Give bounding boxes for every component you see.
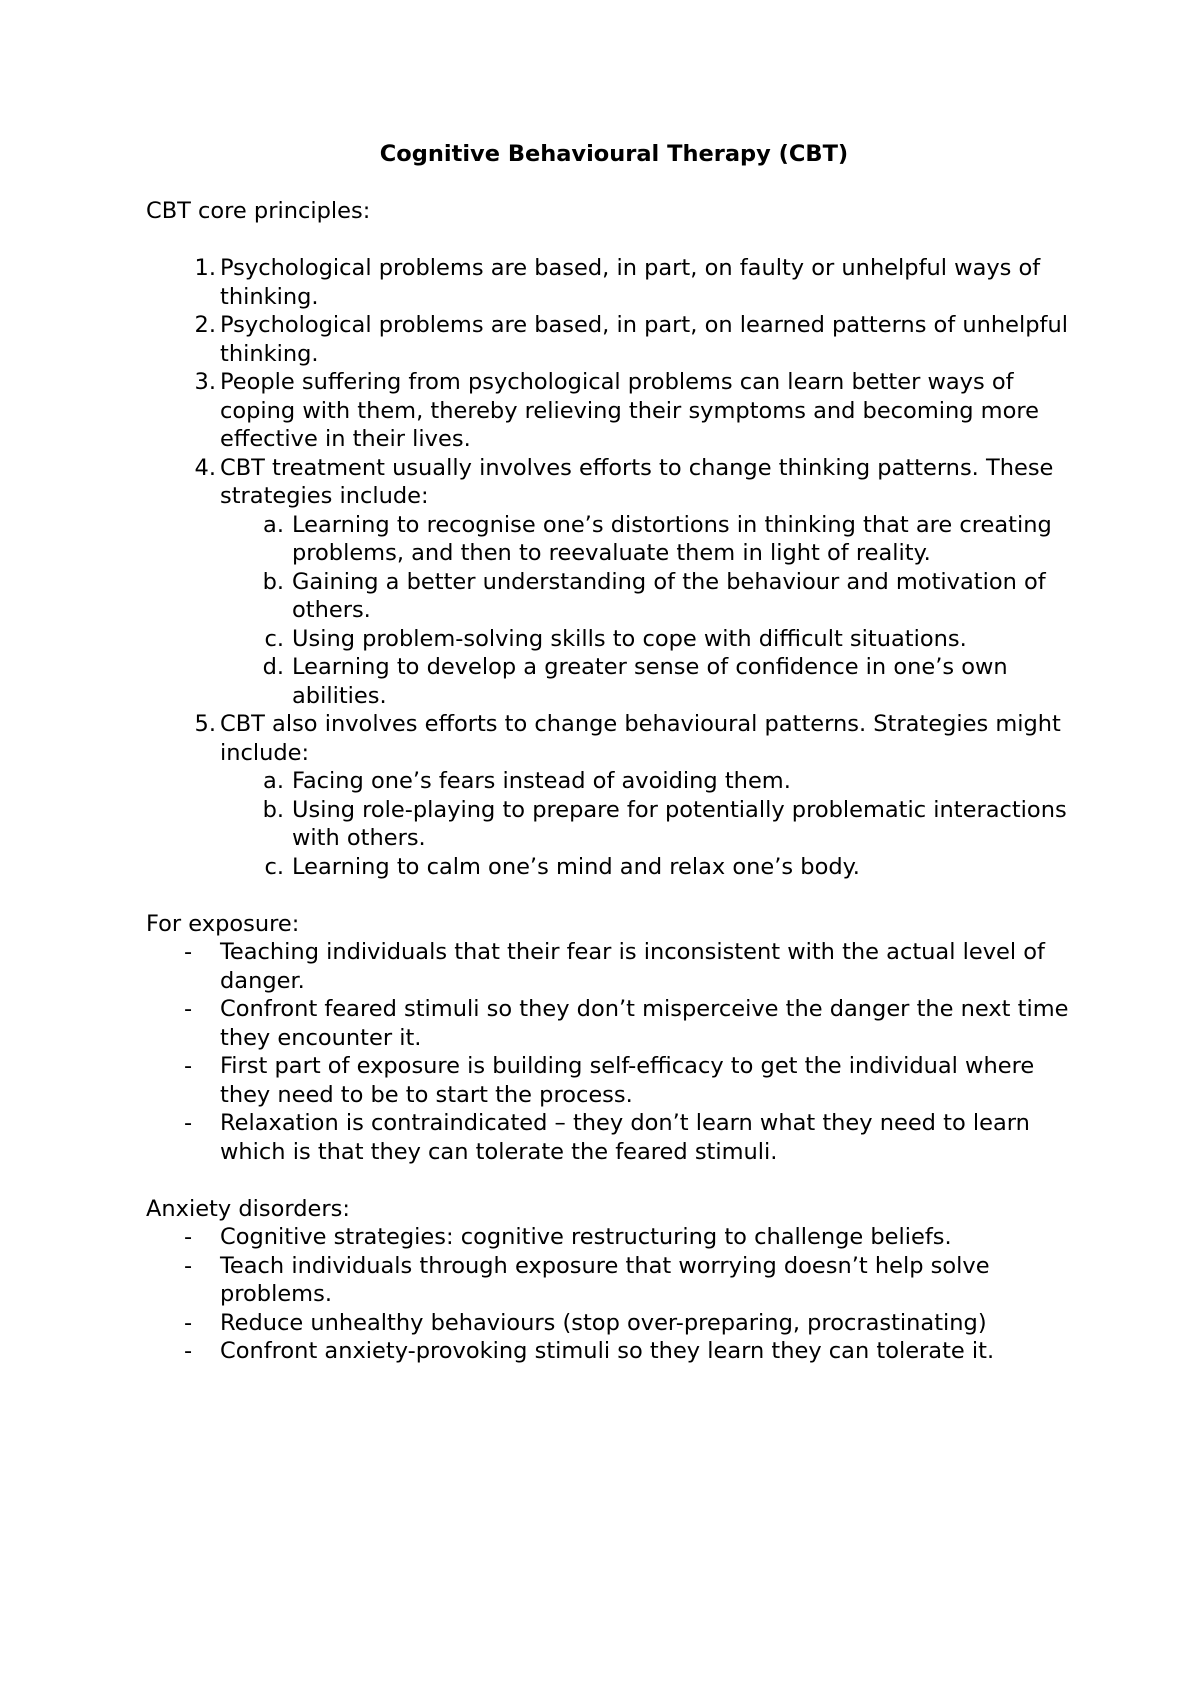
- sub-list-letter: c.: [264, 625, 284, 652]
- list-item-text: Reduce unhealthy behaviours (stop over-preparing, procrastinating): [220, 1309, 987, 1336]
- list-item: [146, 1052, 1076, 1109]
- spacer: [146, 881, 1076, 910]
- list-item-text: Teach individuals through exposure that worrying doesn’t help solve problems.: [220, 1252, 990, 1307]
- list-item-text: Cognitive strategies: cognitive restructuring to challenge beliefs.: [220, 1224, 952, 1250]
- list-item-text: Confront anxiety-provoking stimuli so they learn they can tolerate it.: [220, 1338, 995, 1364]
- sub-list-item-text: Using role-playing to prepare for potentially problematic interactions with others.: [292, 796, 1067, 851]
- dash-bullet: -: [184, 939, 193, 965]
- list-item-text: CBT also involves efforts to change behavioural patterns. Strategies might include:: [220, 711, 1061, 766]
- list-item: [146, 1223, 1076, 1252]
- sub-list-item: [220, 568, 1076, 625]
- list-number: 4.: [194, 454, 216, 481]
- sub-list-item-text: Learning to develop a greater sense of confidence in one’s own abilities.: [292, 654, 1008, 709]
- list-item-text: Confront feared stimuli so they don’t misperceive the danger the next time they encounter it.: [220, 996, 1069, 1051]
- sub-list-letter: b.: [262, 568, 284, 595]
- sub-list-letter: c.: [264, 853, 284, 880]
- list-item-text: Teaching individuals that their fear is inconsistent with the actual level of danger.: [220, 939, 1045, 994]
- list-item-text: Relaxation is contraindicated – they don’t learn what they need to learn which is that they can tolerate the feared stimuli.: [220, 1110, 1030, 1165]
- spacer: [146, 1166, 1076, 1195]
- principles-list: [146, 254, 1076, 881]
- list-item: [146, 710, 1076, 881]
- sub-list-item: [220, 625, 1076, 654]
- list-item-text: CBT treatment usually involves efforts to change thinking patterns. These strategies include:: [220, 454, 1054, 509]
- list-item-text: First part of exposure is building self-efficacy to get the individual where they need to be to start the process.: [220, 1053, 1035, 1108]
- list-item-text: Psychological problems are based, in part, on faulty or unhelpful ways of thinking.: [220, 255, 1041, 310]
- list-item-text: People suffering from psychological problems can learn better ways of coping with them, thereby relieving their symptoms and becoming more effective in their lives.: [220, 369, 1039, 452]
- list-item: [146, 1309, 1076, 1338]
- list-number: 5.: [194, 711, 216, 737]
- document-title: Cognitive Behavioural Therapy (CBT): [379, 141, 849, 167]
- sub-list-letter: a.: [263, 511, 284, 538]
- list-item: [146, 368, 1076, 454]
- sub-list-item: [220, 767, 1076, 796]
- sub-list-item: [220, 511, 1076, 568]
- exposure-list: [146, 938, 1076, 1166]
- sub-list-item-text: Using problem-solving skills to cope with difficult situations.: [292, 625, 967, 652]
- principles-label: CBT core principles:: [146, 198, 371, 224]
- list-item: [146, 1252, 1076, 1309]
- list-item: [146, 938, 1076, 995]
- document-page: [146, 140, 1076, 1366]
- dash-bullet: -: [184, 1053, 193, 1079]
- list-item: [146, 1109, 1076, 1166]
- list-item: [146, 454, 1076, 711]
- sub-list-item: [220, 653, 1076, 710]
- dash-bullet: -: [184, 996, 193, 1022]
- dash-bullet: -: [184, 1338, 193, 1364]
- sub-list-letter: b.: [262, 796, 284, 823]
- list-item: [146, 1337, 1076, 1366]
- anxiety-label: Anxiety disorders:: [146, 1195, 350, 1222]
- sub-list-item-text: Gaining a better understanding of the behaviour and motivation of others.: [292, 568, 1046, 623]
- list-number: 1.: [194, 255, 216, 281]
- sub-list-item-text: Learning to recognise one’s distortions in thinking that are creating problems, and then to reevaluate them in light of reality.: [292, 511, 1052, 566]
- dash-bullet: -: [184, 1252, 193, 1279]
- dash-bullet: -: [184, 1309, 193, 1336]
- sub-list-item-text: Facing one’s fears instead of avoiding them.: [292, 768, 791, 794]
- sub-list-letter: a.: [263, 768, 284, 794]
- list-number: 3.: [194, 369, 216, 395]
- list-item: [146, 311, 1076, 368]
- thinking-strategies-list: [220, 511, 1076, 711]
- list-item: [146, 254, 1076, 311]
- sub-list-item-text: Learning to calm one’s mind and relax one’s body.: [292, 853, 860, 880]
- dash-bullet: -: [184, 1224, 193, 1250]
- sub-list-item: [220, 853, 1076, 882]
- list-item-text: Psychological problems are based, in part, on learned patterns of unhelpful thinking.: [220, 312, 1068, 367]
- exposure-label: For exposure:: [146, 910, 300, 937]
- sub-list-letter: d.: [262, 654, 284, 680]
- list-item: [146, 995, 1076, 1052]
- sub-list-item: [220, 796, 1076, 853]
- dash-bullet: -: [184, 1110, 193, 1136]
- anxiety-list: [146, 1223, 1076, 1366]
- list-number: 2.: [194, 312, 216, 338]
- behaviour-strategies-list: [220, 767, 1076, 881]
